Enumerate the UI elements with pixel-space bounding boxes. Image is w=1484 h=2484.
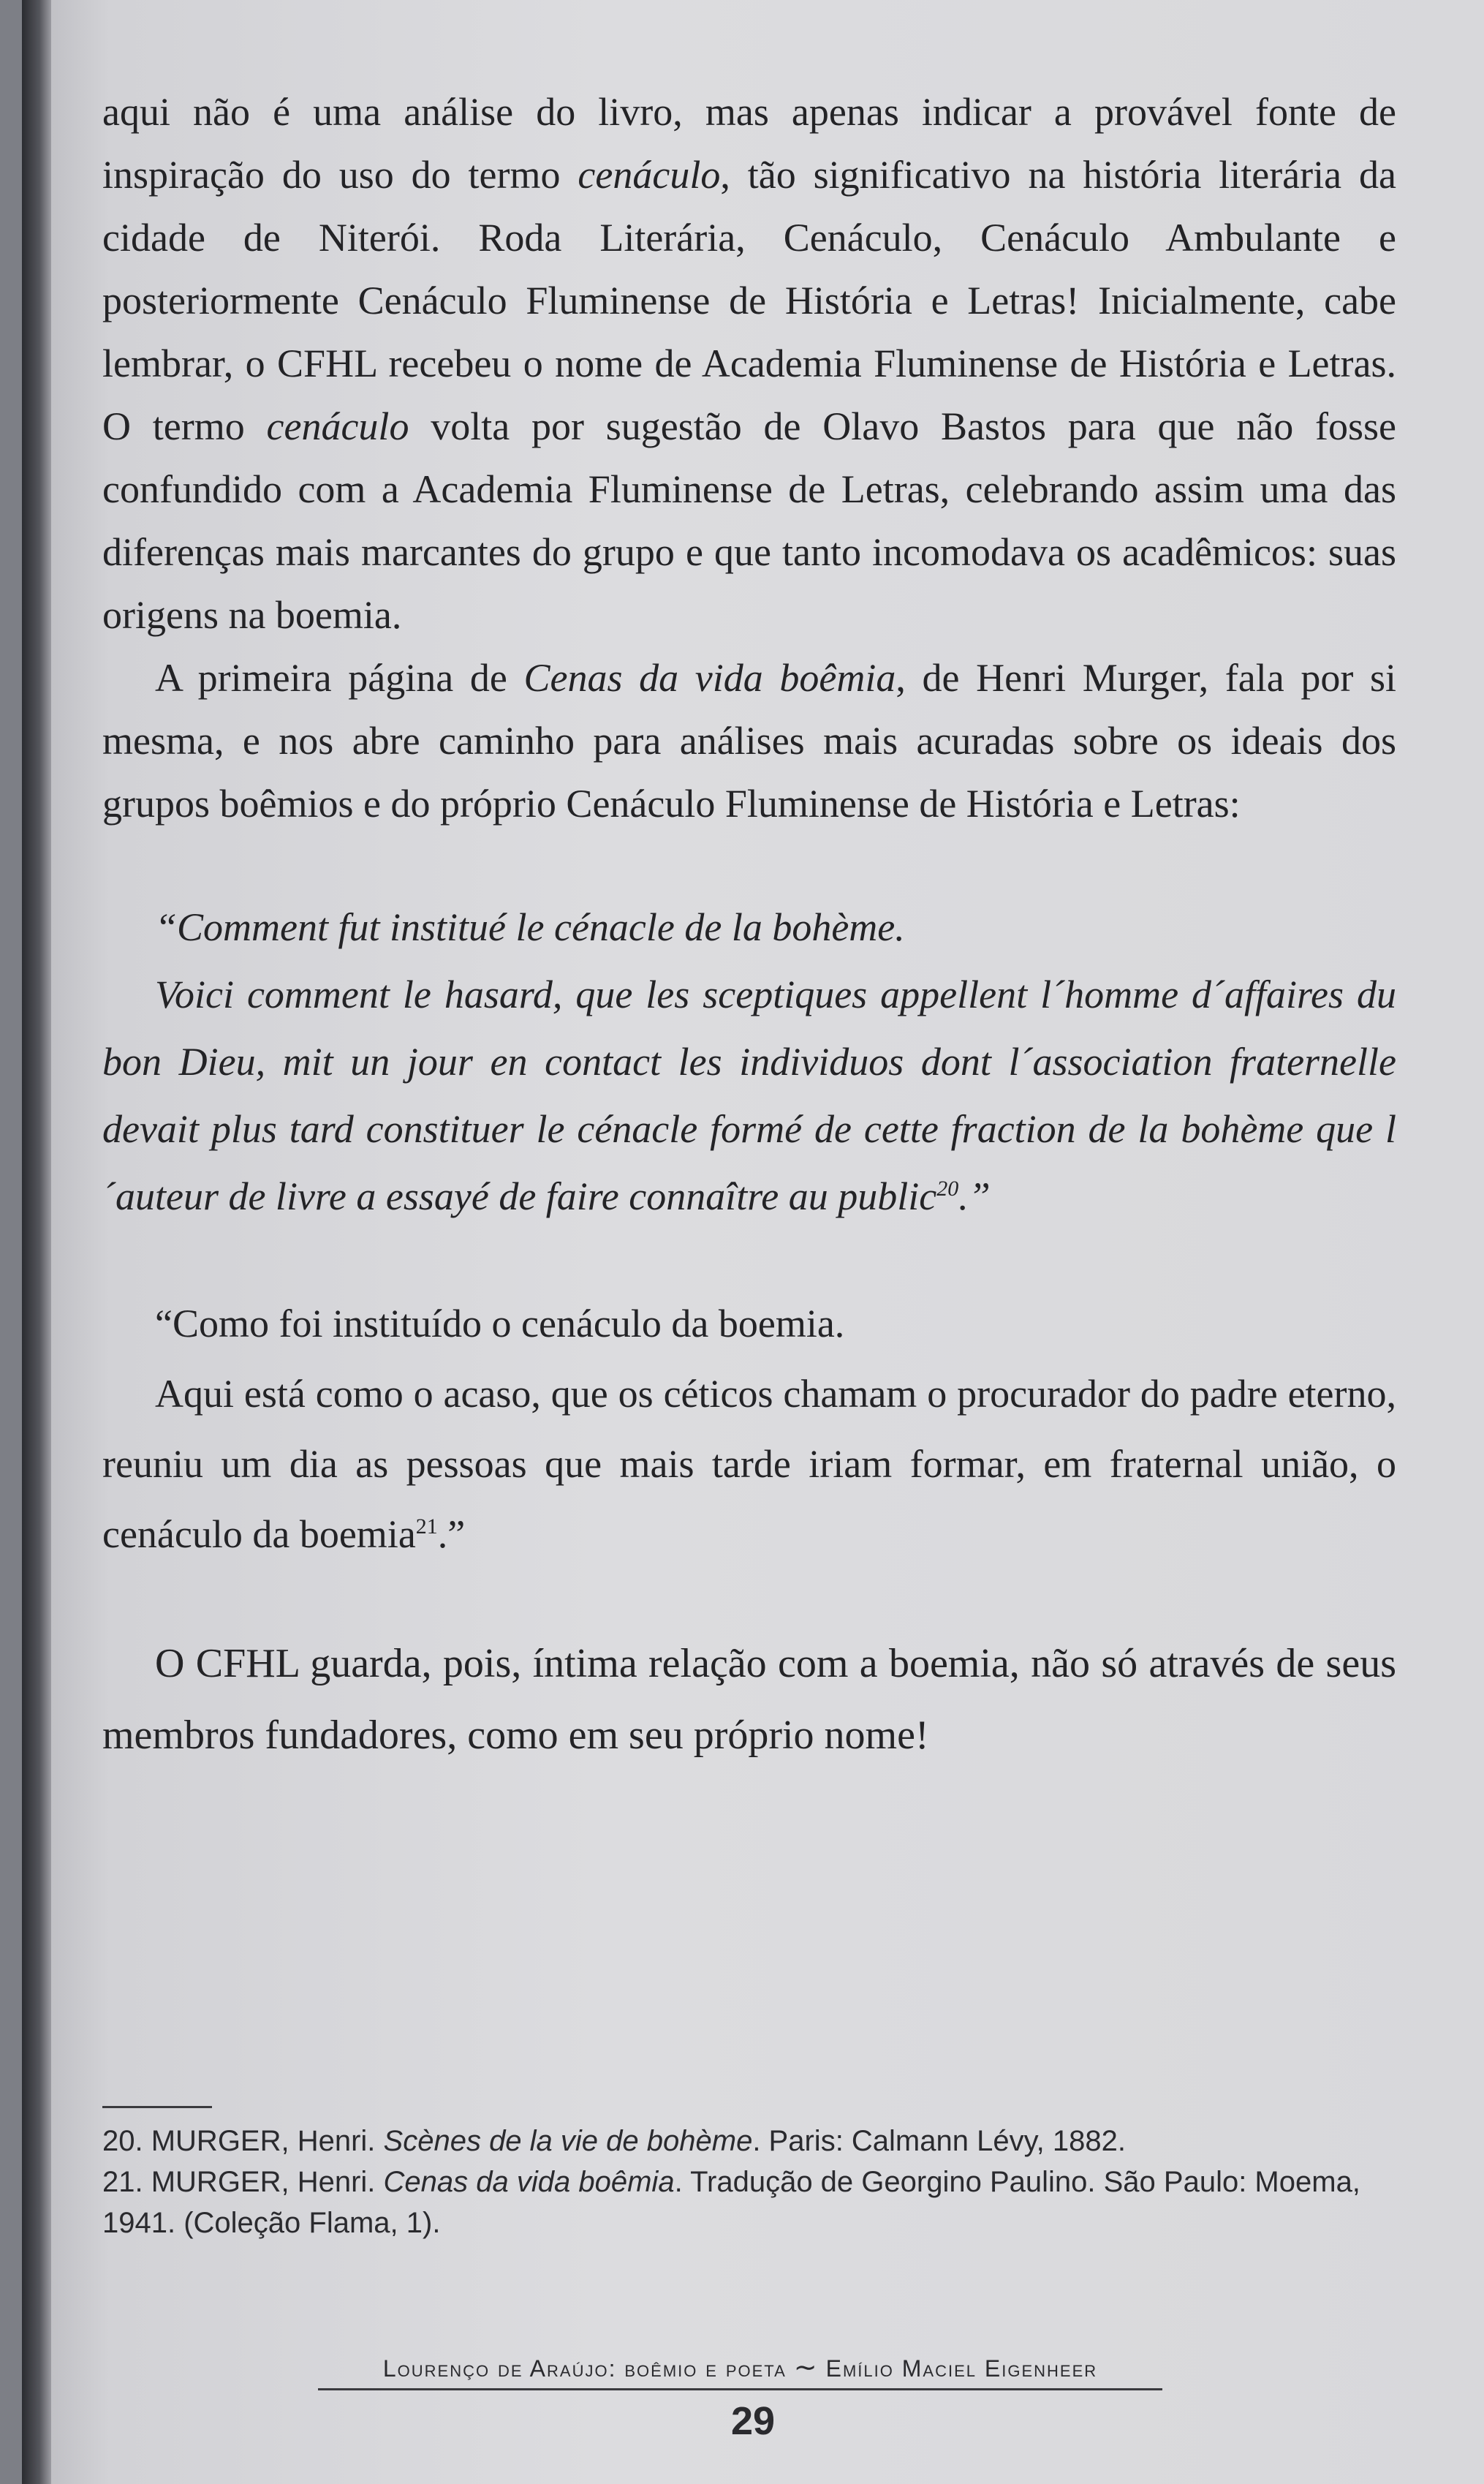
portuguese-quote: [102, 1288, 1396, 1569]
page-content: [102, 80, 1396, 1771]
footer-book-title: Lourenço de Araújo: boêmio e poeta: [382, 2355, 787, 2382]
page-number: 29: [730, 2399, 776, 2443]
footnote-21: 21. MURGER, Henri. Cenas da vida boêmia. Tradução de Georgino Paulino. São Paulo: Moema, 1941. (Coleção Flama, 1).: [102, 2166, 1360, 2239]
footnote-separator: [102, 2106, 212, 2108]
portuguese-quote-body: Aqui está como o acaso, que os céticos chamam o procurador do padre eterno, reuniu um dia as pessoas que mais tarde iriam formar, em fraternal união, o cenáculo da boemia$^{21}$.”: [102, 1372, 1396, 1556]
footnote-20: 20. MURGER, Henri. Scènes de la vie de bohème. Paris: Calmann Lévy, 1882.: [102, 2125, 1126, 2157]
spacer: [102, 1569, 1396, 1628]
footnotes: [102, 2121, 1404, 2243]
book-page: [22, 0, 1484, 2484]
book-spine-shadow: [22, 0, 51, 2484]
footnote-ref-20: 20: [936, 1177, 959, 1201]
footer-author: Emílio Maciel Eigenheer: [825, 2355, 1098, 2382]
portuguese-quote-heading: “Como foi instituído o cenáculo da boemia.: [155, 1302, 845, 1345]
spacer: [102, 835, 1396, 894]
paragraph-1: aqui não é uma análise do livro, mas apenas indicar a provável fonte de inspiração do uso do termo cenáculo, tão significativo na história literária da cidade de Niterói. Roda Literária, Cenáculo, Cenáculo Ambulante e posteriormente Cenáculo Fluminense de História e Letras! Inicialmente, cabe lembrar, o CFHL recebeu o nome de Academia Fluminense de História e Letras. O termo cenáculo volta por sugestão de Olavo Bastos para que não fosse confundido com a Academia Fluminense de Letras, celebrando assim uma das diferenças mais marcantes do grupo e que tanto incomodava os acadêmicos: suas origens na boemia.: [102, 90, 1396, 637]
french-quote: [102, 894, 1396, 1230]
french-quote-heading: “Comment fut institué le cénacle de la bohème.: [155, 905, 905, 949]
french-quote-body: Voici comment le hasard, que les sceptiques appellent l´homme d´affaires du bon Dieu, mit un jour en contact les individuos dont l´association fraternelle devait plus tard constituer le cénacle formé de cette fraction de la bohème que l´auteur de livre a essayé de faire connaître au public$^{20}$.”: [102, 973, 1396, 1218]
footnote-ref-21: 21: [415, 1514, 438, 1539]
running-footer: [318, 2351, 1162, 2390]
spacer: [102, 1230, 1396, 1288]
closing-paragraph: O CFHL guarda, pois, íntima relação com a boemia, não só através de seus membros fundadores, como em seu próprio nome!: [102, 1641, 1396, 1758]
tilde-ornament-icon: ∼: [793, 2352, 819, 2383]
paragraph-2: A primeira página de Cenas da vida boêmia, de Henri Murger, fala por si mesma, e nos abre caminho para análises mais acuradas sobre os ideais dos grupos boêmios e do próprio Cenáculo Fluminense de História e Letras:: [102, 656, 1396, 826]
